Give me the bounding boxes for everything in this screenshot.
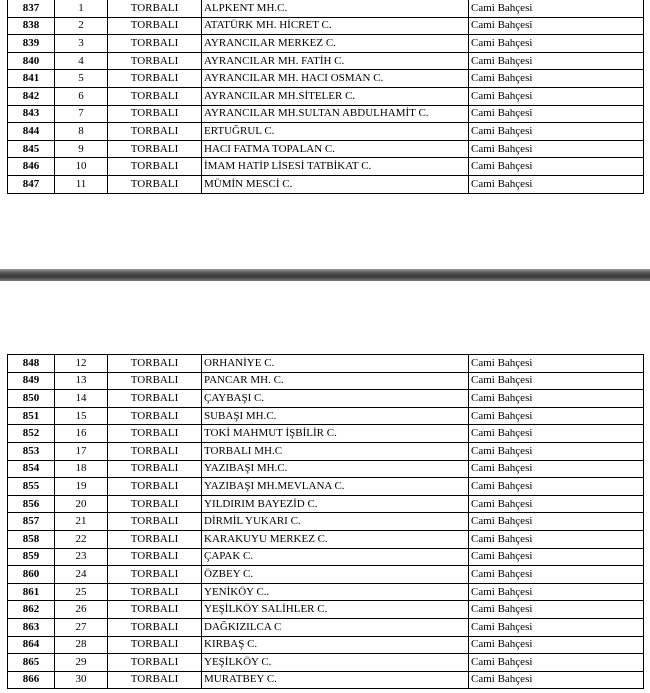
site-type-cell: Cami Bahçesi bbox=[469, 425, 644, 443]
district-name-cell: TORBALI bbox=[108, 618, 202, 636]
site-type-cell: Cami Bahçesi bbox=[469, 548, 644, 566]
location-name-cell: KARAKUYU MERKEZ C. bbox=[202, 530, 469, 548]
row-number-cell: 841 bbox=[8, 70, 55, 88]
district-name-cell: TORBALI bbox=[108, 495, 202, 513]
location-name-cell: AYRANCILAR MERKEZ C. bbox=[202, 35, 469, 53]
row-number-cell: 856 bbox=[8, 495, 55, 513]
table-row bbox=[8, 566, 644, 584]
district-name-cell: TORBALI bbox=[108, 35, 202, 53]
sequence-number-cell: 15 bbox=[55, 407, 108, 425]
row-number-cell: 854 bbox=[8, 460, 55, 478]
site-type-cell: Cami Bahçesi bbox=[469, 52, 644, 70]
sequence-number-cell: 10 bbox=[55, 158, 108, 176]
site-type-cell: Cami Bahçesi bbox=[469, 478, 644, 496]
site-type-cell: Cami Bahçesi bbox=[469, 158, 644, 176]
table-row bbox=[8, 372, 644, 390]
location-name-cell: YILDIRIM BAYEZİD C. bbox=[202, 495, 469, 513]
district-name-cell: TORBALI bbox=[108, 425, 202, 443]
row-number-cell: 846 bbox=[8, 158, 55, 176]
site-type-cell: Cami Bahçesi bbox=[469, 123, 644, 141]
table-row bbox=[8, 671, 644, 689]
district-name-cell: TORBALI bbox=[108, 105, 202, 123]
location-name-cell: ATATÜRK MH. HİCRET C. bbox=[202, 17, 469, 35]
sequence-number-cell: 17 bbox=[55, 442, 108, 460]
row-number-cell: 864 bbox=[8, 636, 55, 654]
sequence-number-cell: 20 bbox=[55, 495, 108, 513]
district-name-cell: TORBALI bbox=[108, 123, 202, 141]
sequence-number-cell: 7 bbox=[55, 105, 108, 123]
table-row bbox=[8, 407, 644, 425]
district-name-cell: TORBALI bbox=[108, 530, 202, 548]
sequence-number-cell: 19 bbox=[55, 478, 108, 496]
site-type-cell: Cami Bahçesi bbox=[469, 372, 644, 390]
row-number-cell: 837 bbox=[8, 0, 55, 17]
location-name-cell: PANCAR MH. C. bbox=[202, 372, 469, 390]
top-table bbox=[7, 0, 644, 194]
district-name-cell: TORBALI bbox=[108, 70, 202, 88]
page-divider bbox=[0, 269, 650, 281]
row-number-cell: 847 bbox=[8, 175, 55, 193]
row-number-cell: 840 bbox=[8, 52, 55, 70]
sequence-number-cell: 30 bbox=[55, 671, 108, 689]
row-number-cell: 851 bbox=[8, 407, 55, 425]
sequence-number-cell: 28 bbox=[55, 636, 108, 654]
row-number-cell: 855 bbox=[8, 478, 55, 496]
sequence-number-cell: 25 bbox=[55, 583, 108, 601]
location-name-cell: MURATBEY C. bbox=[202, 671, 469, 689]
district-name-cell: TORBALI bbox=[108, 87, 202, 105]
district-name-cell: TORBALI bbox=[108, 372, 202, 390]
district-name-cell: TORBALI bbox=[108, 175, 202, 193]
sequence-number-cell: 22 bbox=[55, 530, 108, 548]
table-row bbox=[8, 175, 644, 193]
sequence-number-cell: 23 bbox=[55, 548, 108, 566]
location-name-cell: KIRBAŞ C. bbox=[202, 636, 469, 654]
table-row bbox=[8, 87, 644, 105]
row-number-cell: 839 bbox=[8, 35, 55, 53]
row-number-cell: 860 bbox=[8, 566, 55, 584]
site-type-cell: Cami Bahçesi bbox=[469, 390, 644, 408]
row-number-cell: 849 bbox=[8, 372, 55, 390]
location-name-cell: ÇAPAK C. bbox=[202, 548, 469, 566]
location-name-cell: MÜMİN MESCİ C. bbox=[202, 175, 469, 193]
table-row bbox=[8, 583, 644, 601]
district-name-cell: TORBALI bbox=[108, 478, 202, 496]
site-type-cell: Cami Bahçesi bbox=[469, 407, 644, 425]
district-name-cell: TORBALI bbox=[108, 548, 202, 566]
location-name-cell: AYRANCILAR MH.SİTELER C. bbox=[202, 87, 469, 105]
site-type-cell: Cami Bahçesi bbox=[469, 654, 644, 672]
table-row bbox=[8, 70, 644, 88]
sequence-number-cell: 3 bbox=[55, 35, 108, 53]
site-type-cell: Cami Bahçesi bbox=[469, 87, 644, 105]
site-type-cell: Cami Bahçesi bbox=[469, 583, 644, 601]
sequence-number-cell: 9 bbox=[55, 140, 108, 158]
sequence-number-cell: 27 bbox=[55, 618, 108, 636]
sequence-number-cell: 18 bbox=[55, 460, 108, 478]
table-row bbox=[8, 355, 644, 373]
location-name-cell: AYRANCILAR MH. FATİH C. bbox=[202, 52, 469, 70]
district-name-cell: TORBALI bbox=[108, 566, 202, 584]
location-name-cell: YAZIBAŞI MH.MEVLANA C. bbox=[202, 478, 469, 496]
table-row bbox=[8, 425, 644, 443]
row-number-cell: 845 bbox=[8, 140, 55, 158]
site-type-cell: Cami Bahçesi bbox=[469, 0, 644, 17]
location-name-cell: İMAM HATİP LİSESİ TATBİKAT C. bbox=[202, 158, 469, 176]
sequence-number-cell: 11 bbox=[55, 175, 108, 193]
site-type-cell: Cami Bahçesi bbox=[469, 513, 644, 531]
district-name-cell: TORBALI bbox=[108, 140, 202, 158]
sequence-number-cell: 12 bbox=[55, 355, 108, 373]
row-number-cell: 843 bbox=[8, 105, 55, 123]
district-name-cell: TORBALI bbox=[108, 583, 202, 601]
location-name-cell: AYRANCILAR MH.SULTAN ABDULHAMİT C. bbox=[202, 105, 469, 123]
district-name-cell: TORBALI bbox=[108, 355, 202, 373]
site-type-cell: Cami Bahçesi bbox=[469, 175, 644, 193]
district-name-cell: TORBALI bbox=[108, 442, 202, 460]
site-type-cell: Cami Bahçesi bbox=[469, 601, 644, 619]
site-type-cell: Cami Bahçesi bbox=[469, 355, 644, 373]
row-number-cell: 861 bbox=[8, 583, 55, 601]
sequence-number-cell: 1 bbox=[55, 0, 108, 17]
table-row bbox=[8, 140, 644, 158]
district-name-cell: TORBALI bbox=[108, 0, 202, 17]
site-type-cell: Cami Bahçesi bbox=[469, 17, 644, 35]
site-type-cell: Cami Bahçesi bbox=[469, 636, 644, 654]
row-number-cell: 858 bbox=[8, 530, 55, 548]
sequence-number-cell: 21 bbox=[55, 513, 108, 531]
location-name-cell: HACI FATMA TOPALAN C. bbox=[202, 140, 469, 158]
location-name-cell: SUBAŞI MH.C. bbox=[202, 407, 469, 425]
site-type-cell: Cami Bahçesi bbox=[469, 671, 644, 689]
table-row bbox=[8, 123, 644, 141]
district-name-cell: TORBALI bbox=[108, 17, 202, 35]
district-name-cell: TORBALI bbox=[108, 158, 202, 176]
sequence-number-cell: 8 bbox=[55, 123, 108, 141]
location-name-cell: YENİKÖY C.. bbox=[202, 583, 469, 601]
table-row bbox=[8, 495, 644, 513]
sequence-number-cell: 24 bbox=[55, 566, 108, 584]
row-number-cell: 862 bbox=[8, 601, 55, 619]
table-row bbox=[8, 530, 644, 548]
site-type-cell: Cami Bahçesi bbox=[469, 460, 644, 478]
location-name-cell: AYRANCILAR MH. HACI OSMAN C. bbox=[202, 70, 469, 88]
location-name-cell: ERTUĞRUL C. bbox=[202, 123, 469, 141]
site-type-cell: Cami Bahçesi bbox=[469, 140, 644, 158]
district-name-cell: TORBALI bbox=[108, 390, 202, 408]
table-row bbox=[8, 636, 644, 654]
table-row bbox=[8, 618, 644, 636]
table-row bbox=[8, 158, 644, 176]
location-name-cell: YAZIBAŞI MH.C. bbox=[202, 460, 469, 478]
location-name-cell: TOKİ MAHMUT İŞBİLİR C. bbox=[202, 425, 469, 443]
location-name-cell: ALPKENT MH.C. bbox=[202, 0, 469, 17]
table-row bbox=[8, 513, 644, 531]
bottom-table bbox=[7, 354, 644, 689]
table-row bbox=[8, 601, 644, 619]
district-name-cell: TORBALI bbox=[108, 601, 202, 619]
location-name-cell: ÇAYBAŞI C. bbox=[202, 390, 469, 408]
site-type-cell: Cami Bahçesi bbox=[469, 442, 644, 460]
site-type-cell: Cami Bahçesi bbox=[469, 35, 644, 53]
site-type-cell: Cami Bahçesi bbox=[469, 618, 644, 636]
row-number-cell: 838 bbox=[8, 17, 55, 35]
top-table-body bbox=[8, 0, 644, 193]
district-name-cell: TORBALI bbox=[108, 460, 202, 478]
table-row bbox=[8, 17, 644, 35]
district-name-cell: TORBALI bbox=[108, 513, 202, 531]
row-number-cell: 863 bbox=[8, 618, 55, 636]
row-number-cell: 850 bbox=[8, 390, 55, 408]
location-name-cell: ORHANİYE C. bbox=[202, 355, 469, 373]
location-name-cell: YEŞİLKÖY SALİHLER C. bbox=[202, 601, 469, 619]
site-type-cell: Cami Bahçesi bbox=[469, 105, 644, 123]
district-name-cell: TORBALI bbox=[108, 654, 202, 672]
sequence-number-cell: 5 bbox=[55, 70, 108, 88]
row-number-cell: 852 bbox=[8, 425, 55, 443]
district-name-cell: TORBALI bbox=[108, 636, 202, 654]
sequence-number-cell: 4 bbox=[55, 52, 108, 70]
table-row bbox=[8, 52, 644, 70]
site-type-cell: Cami Bahçesi bbox=[469, 530, 644, 548]
site-type-cell: Cami Bahçesi bbox=[469, 495, 644, 513]
table-row bbox=[8, 390, 644, 408]
row-number-cell: 853 bbox=[8, 442, 55, 460]
sequence-number-cell: 6 bbox=[55, 87, 108, 105]
table-row bbox=[8, 105, 644, 123]
location-name-cell: DİRMİL YUKARI C. bbox=[202, 513, 469, 531]
table-row bbox=[8, 654, 644, 672]
row-number-cell: 844 bbox=[8, 123, 55, 141]
site-type-cell: Cami Bahçesi bbox=[469, 566, 644, 584]
location-name-cell: YEŞİLKÖY C. bbox=[202, 654, 469, 672]
sequence-number-cell: 14 bbox=[55, 390, 108, 408]
row-number-cell: 848 bbox=[8, 355, 55, 373]
sequence-number-cell: 13 bbox=[55, 372, 108, 390]
location-name-cell: ÖZBEY C. bbox=[202, 566, 469, 584]
table-row bbox=[8, 0, 644, 17]
table-row bbox=[8, 478, 644, 496]
site-type-cell: Cami Bahçesi bbox=[469, 70, 644, 88]
sequence-number-cell: 26 bbox=[55, 601, 108, 619]
sequence-number-cell: 29 bbox=[55, 654, 108, 672]
sequence-number-cell: 2 bbox=[55, 17, 108, 35]
location-name-cell: DAĞKIZILCA C bbox=[202, 618, 469, 636]
location-name-cell: TORBALI MH.C bbox=[202, 442, 469, 460]
table-row bbox=[8, 548, 644, 566]
sequence-number-cell: 16 bbox=[55, 425, 108, 443]
row-number-cell: 842 bbox=[8, 87, 55, 105]
district-name-cell: TORBALI bbox=[108, 407, 202, 425]
district-name-cell: TORBALI bbox=[108, 671, 202, 689]
row-number-cell: 866 bbox=[8, 671, 55, 689]
table-row bbox=[8, 442, 644, 460]
row-number-cell: 857 bbox=[8, 513, 55, 531]
row-number-cell: 859 bbox=[8, 548, 55, 566]
row-number-cell: 865 bbox=[8, 654, 55, 672]
table-row bbox=[8, 460, 644, 478]
bottom-table-body bbox=[8, 355, 644, 689]
table-row bbox=[8, 35, 644, 53]
district-name-cell: TORBALI bbox=[108, 52, 202, 70]
